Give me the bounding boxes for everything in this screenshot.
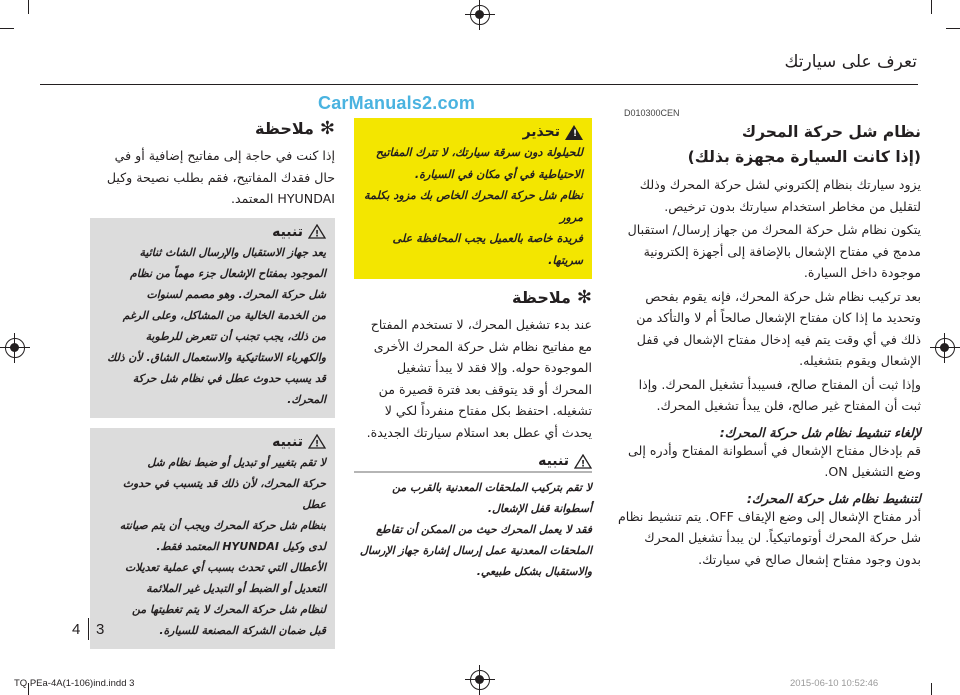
caution-line: أسطوانة قفل الإشعال. [487,502,592,515]
caution-line: لا تقم بتركيب الملحقات المعدنية بالقرب من [392,481,592,494]
paragraph: يتكون نظام شل حركة المحرك من جهاز إرسال/ استقبال مدمج في مفتاح الإشعال بالإضافة إلى أجهزة إلكترونية موجودة داخل السيارة. [627,222,921,280]
right-column [616,108,921,572]
caution-box [90,218,335,418]
note-heading [354,287,592,308]
warning-line: للحيلولة دون سرقة سيارتك، لا تترك المفاتيح [375,146,583,159]
caution-title-row [99,224,326,240]
disable-text: قم بإدخال مفتاح الإشعال في أسطوانة المفتاح وأدره إلى وضع التشغيل ON. [628,442,921,479]
page-number-left: 4 [72,621,81,638]
warning-line: الاحتياطية في أي مكان في السيارة. [414,167,583,181]
caution-line: بنظام شل حركة المحرك ويجب أن يتم صيانته [119,518,326,532]
registration-mark-right [935,338,955,358]
note-asterisk-icon: ✻ [319,118,335,139]
section-subtitle: (إذا كانت السيارة مجهزة بذلك) [687,148,921,166]
registration-mark-top [470,5,490,25]
warning-box [354,118,592,279]
footer-timestamp: 2015-06-10 10:52:46 [790,678,879,689]
middle-column [354,118,592,582]
caution-line: شل حركة المحرك. وهو مصمم لسنوات [146,287,326,301]
caution-line: من ذلك، يجب تجنب أن تتعرض للرطوبة [145,329,326,343]
caution-line: التعديل أو الضبط أو التبديل غير الملائمة [146,581,326,595]
caution-divider [354,471,592,473]
caution-box [90,428,335,649]
caution-triangle-icon [308,224,326,239]
caution-triangle-icon [574,454,592,469]
section-code: D010300CEN [624,108,680,118]
caution-line: والكهرباء الاستاتيكية والاستعمال الشاق. لأن ذلك [107,350,326,364]
warning-line: سريتها. [548,253,583,267]
caution-line: الموجود بمفتاح الإشعال جزء مهماً من نظام [129,266,326,280]
caution-line: يعد جهاز الاستقبال والإرسال الشاث ثنائية [139,245,326,259]
caution-line: لنظام شل حركة المحرك لا يتم تغطيتها من [132,602,326,616]
enable-text: أدر مفتاح الإشعال إلى وضع الإيقاف OFF. يتم تنشيط نظام شل حركة المحرك أوتوماتيكياً. لن يبدأ تشغيل المحرك بدون وجود مفتاح إشعال صالح في سيارتك. [617,508,921,567]
registration-mark-bottom [470,670,490,690]
caution-line: من الخدمة الخالية من المشاكل، وعلى الرغم [122,308,326,322]
registration-mark-left [5,338,25,358]
svg-text:!: ! [580,459,586,469]
svg-text:!: ! [314,229,320,239]
crop-mark [931,683,932,695]
caution-title-row [99,434,326,450]
caution-block [354,453,592,582]
note-title: ملاحظة [255,119,314,138]
note-asterisk-icon: ✻ [576,287,592,308]
page-number-divider [88,618,89,640]
caution-title: تنبيه [272,223,303,240]
page-number-right: 3 [96,621,105,638]
header-divider [40,84,918,85]
paragraph: وإذا ثبت أن المفتاح صالح، فسيبدأ تشغيل المحرك. وإذا ثبت أن المفتاح غير صالح، فلن يبدأ تشغيل المحرك. [638,376,921,413]
paragraph: بعد تركيب نظام شل حركة المحرك، فإنه يقوم بفحص وتحديد ما إذا كان مفتاح الإشعال صالحاً أم لا والتأكد من ذلك في أي وقت يتم فيه إدخال مفتاح الإشعال في قفل الإشعال ويقوم بتشغيله. [636,288,921,368]
caution-triangle-icon [308,434,326,449]
caution-title: تنبيه [538,453,569,469]
caution-line: والاستقبال بشكل طبيعي. [476,565,592,578]
caution-line: قبل ضمان الشركة المصنعة للسيارة. [159,623,326,637]
paragraph: يزود سيارتك بنظام إلكتروني لشل حركة المحرك وذلك لتقليل من مخاطر استخدام سيارتك بدون ترخيص. [639,177,921,214]
page-header-title: تعرف على سيارتك [784,52,917,72]
note-text: عند بدء تشغيل المحرك، لا تستخدم المفتاح مع مفاتيح نظام شل حركة المحرك الأخرى الموجودة حوله. وإلا فقد لا يبدأ تشغيل المحرك أو قد يتوقف بعد فترة قصيرة من تشغيله. احتفظ بكل مفتاح منفرداً لكي لا يحدث أي عطل بعد استلام سيارتك الجديدة. [366,317,592,440]
caution-line: الأعطال التي تحدث بسبب أي عملية تعديلات [125,560,326,574]
caution-title-row [354,453,592,469]
svg-text:!: ! [314,439,320,449]
caution-line: لدى وكيل HYUNDAI المعتمد فقط. [156,539,326,553]
note-text: إذا كنت في حاجة إلى مفاتيح إضافية أو في حال فقدك المفاتيح، فقم بطلب نصيحة وكيل HYUNDAI المعتمد. [106,148,335,206]
warning-triangle-icon: ! [565,125,583,140]
crop-mark [946,28,960,29]
caution-line: لا تقم بتغيير أو تبديل أو ضبط نظام شل [147,455,326,469]
footer-file: TQ PEa-4A(1-106)ind.indd 3 [14,678,135,689]
caution-line: فقد لا يعمل المحرك حيث من الممكن أن تقاطع [376,523,592,536]
caution-line: حركة المحرك، لأن ذلك قد يتسبب في حدوث عطل [122,476,326,511]
crop-mark [0,28,14,29]
crop-mark [28,0,29,14]
left-column [90,118,335,659]
warning-title: تحذير [522,124,560,140]
note-heading [90,118,335,139]
disable-heading: لإلغاء تنشيط نظام شل حركة المحرك: [719,424,921,440]
warning-line: نظام شل حركة المحرك الخاص بك مزود بكلمة مرور [364,189,583,224]
crop-mark [931,0,932,14]
caution-title: تنبيه [272,433,303,450]
warning-title-row [363,124,583,140]
enable-heading: لتنشيط نظام شل حركة المحرك: [746,490,921,506]
warning-line: فريدة خاصة بالعميل يجب المحافظة على [392,232,583,245]
section-title: نظام شل حركة المحرك [741,123,921,141]
note-title: ملاحظة [512,288,571,307]
watermark: CarManuals2.com [318,93,476,113]
caution-line: الملحقات المعدنية عمل إرسال إشارة جهاز الإرسال [359,544,592,557]
caution-line: قد يسبب حدوث عطل في نظام شل حركة المحرك. [132,371,326,406]
